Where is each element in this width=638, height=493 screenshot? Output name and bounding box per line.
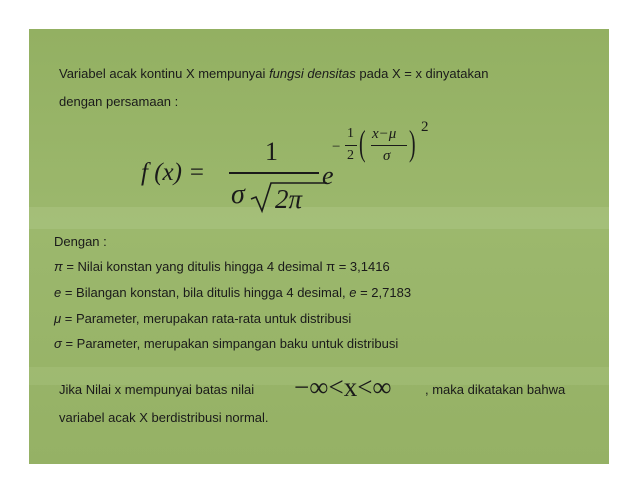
conclusion-line-2: variabel acak X berdistribusi normal. [59,410,269,425]
exponent-one: 1 [347,126,354,141]
exponent-denominator: σ [383,148,391,164]
intro-text: pada X = x dinyatakan [359,66,489,81]
definition-sigma [54,336,398,352]
conclusion-line-1b: , maka dikatakan bahwa [425,382,566,397]
formula-sigma: σ [231,179,245,210]
symbol-mu: μ [54,311,62,326]
definition-text: = Parameter, merupakan simpangan baku untuk distribusi [61,336,399,351]
definition-e [54,285,411,301]
formula-numerator: 1 [265,137,278,166]
definition-pi [54,259,390,275]
definition-text: = Parameter, merupakan rata-rata untuk distribusi [61,311,352,326]
exponent-power: 2 [421,119,429,135]
symbol-sigma: σ [54,336,62,351]
definition-mu [54,311,351,327]
exponent-two: 2 [347,148,354,163]
exponent-fraction-bar [345,145,357,146]
exponent-paren-open: ( [359,123,366,163]
definitions-heading: Dengan : [54,234,107,249]
symbol-e: e [54,285,62,300]
exponent-paren-close: ) [409,123,416,163]
definition-text: = Nilai konstan yang ditulis hingga 4 desimal π = 3,1416 [62,259,390,274]
intro-line-2: dengan persamaan : [59,94,179,109]
intro-text: Variabel acak kontinu X mempunyai [59,66,266,81]
conclusion-line-1a: Jika Nilai x mempunyai batas nilai [59,382,255,397]
formula-lhs: f (x) = [141,159,206,186]
symbol-pi: π [54,259,63,274]
exponent-numerator: x−μ [372,126,397,142]
formula-two-pi: 2π [275,184,303,214]
definition-value: = 2,7183 [356,285,412,300]
exponent-minus: − [332,139,341,155]
fraction-bar [229,172,319,174]
formula-e: e [322,161,334,190]
exponent-inner-bar [371,145,407,146]
range-expression [294,372,392,403]
symbol-e-inline: e [349,285,357,300]
intro-line-1 [59,66,488,82]
definition-text: = Bilangan konstan, bila ditulis hingga 4 desimal, [61,285,350,300]
intro-italic-term: fungsi densitas [269,66,356,81]
slide [29,29,609,464]
range-expression-text: −∞<x<∞ [294,372,392,402]
